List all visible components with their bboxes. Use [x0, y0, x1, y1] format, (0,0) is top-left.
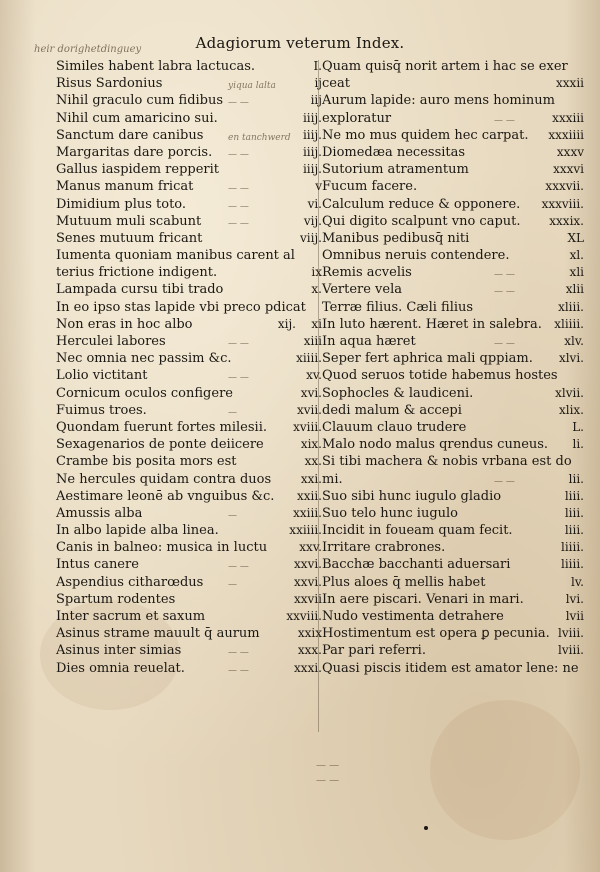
index-entry	[322, 402, 584, 419]
entry-text: Seper fert aphrica mali qppiam.	[322, 351, 533, 367]
entry-number: ij	[314, 76, 322, 91]
index-entry	[56, 281, 322, 298]
index-entry	[56, 161, 322, 178]
entry-number: XL	[567, 230, 584, 245]
entry-text: Margaritas dare porcis.	[56, 144, 213, 160]
index-entry	[322, 574, 584, 591]
handwritten-note: —	[228, 510, 237, 521]
index-entry	[322, 556, 584, 573]
handwritten-note: — —	[228, 149, 249, 160]
entry-text: Quam quisq̄ norit artem i hac se exer	[322, 59, 568, 74]
entry-number: x.	[311, 282, 322, 297]
entry-text: Remis acvelis	[322, 265, 412, 281]
handwritten-note: — —	[228, 665, 249, 676]
entry-text: Risus Sardonius	[56, 76, 163, 92]
page-title: Adagiorum veterum Index.	[195, 34, 405, 52]
index-entry	[322, 419, 584, 436]
entry-number: iiij.	[302, 144, 322, 159]
entry-number: xxxiii	[552, 110, 584, 125]
index-entry	[322, 144, 584, 161]
entry-text: Intus canere	[56, 557, 139, 573]
entry-text: Suo telo hunc iugulo	[322, 505, 459, 521]
entry-text: Gallus iaspidem repperit	[56, 162, 220, 178]
entry-text: exploratur	[322, 110, 392, 126]
index-entry	[322, 625, 584, 642]
entry-number: xxxiiii	[548, 127, 584, 142]
entry-text: ceat	[322, 76, 350, 92]
entry-number: liii.	[564, 523, 584, 538]
entry-text: Canis in balneo: musica in luctu	[56, 540, 268, 556]
entry-number: xvii.	[296, 402, 322, 417]
index-entry	[322, 539, 584, 556]
entry-number: xviii.	[293, 419, 322, 434]
index-entry	[56, 591, 322, 608]
entry-text: Ne mo mus quidem hec carpat.	[322, 127, 529, 143]
entry-number: xliiii.	[554, 316, 584, 331]
entry-number: xxx.	[297, 643, 322, 658]
entry-text: Hostimentum est opera ꝑ pecunia.	[322, 626, 550, 642]
handwritten-note: —	[228, 407, 237, 418]
index-entry	[56, 436, 322, 453]
entry-number: xxxix.	[549, 213, 584, 228]
entry-number: xxix	[297, 626, 322, 641]
index-entry	[56, 110, 322, 127]
entry-number: xli	[569, 265, 584, 280]
entry-text: Dimidium plus toto.	[56, 196, 187, 212]
index-entry	[56, 333, 322, 350]
index-entry	[56, 385, 322, 402]
index-entry	[322, 488, 584, 505]
entry-text: In aqua hæret	[322, 334, 416, 349]
entry-text: Aspendius citharœdus	[56, 574, 204, 590]
entry-text: Manus manum fricat	[56, 179, 194, 195]
index-entry	[56, 625, 322, 642]
index-entry	[56, 178, 322, 195]
index-entry	[322, 264, 584, 281]
entry-text: Crambe bis posita mors est	[56, 454, 237, 470]
entry-text: Quasi piscis itidem est amator lene: ne	[322, 660, 579, 676]
index-entry	[322, 660, 584, 677]
entry-text: In albo lapide alba linea.	[56, 523, 219, 539]
index-entry	[56, 419, 322, 436]
entry-number: xix.	[300, 437, 322, 452]
index-entry	[56, 196, 322, 213]
handwritten-note: en tanchwerd	[228, 132, 291, 143]
index-entry	[322, 505, 584, 522]
handwritten-note: — —	[228, 648, 249, 659]
entry-text: terius frictione indigent.	[56, 265, 218, 281]
entry-number: iij	[310, 93, 322, 108]
entry-number: L.	[572, 419, 584, 434]
entry-text: Fucum facere.	[322, 179, 418, 195]
index-entry	[322, 178, 584, 195]
handwritten-note: — —	[228, 339, 249, 349]
entry-text: Plus aloes q̄ mellis habet	[322, 574, 486, 590]
index-entry	[322, 213, 584, 230]
entry-number: xliii.	[558, 299, 584, 314]
index-entry	[56, 316, 322, 333]
entry-number: xi	[311, 316, 322, 331]
entry-text: Cornicum oculos configere	[56, 385, 233, 401]
entry-text: Nec omnia nec passim &c.	[56, 351, 232, 367]
entry-text: Asinus strame mauult q̄ aurum	[56, 626, 260, 642]
index-entry	[322, 522, 584, 539]
index-entry	[322, 247, 584, 264]
entry-number: I.	[313, 59, 322, 73]
entry-text: Amussis alba	[56, 505, 143, 521]
entry-text: Aestimare leonē ab vnguibus &c.	[56, 488, 275, 504]
entry-text: dedi malum & accepi	[322, 402, 462, 418]
entry-text: Asinus inter simias	[56, 643, 182, 659]
entry-text: Inter sacrum et saxum	[56, 609, 206, 624]
entry-number: ix	[311, 265, 322, 280]
index-entry	[56, 230, 322, 247]
index-entry	[322, 436, 584, 453]
entry-number: xlix.	[558, 402, 584, 417]
entry-number: viij.	[300, 230, 322, 245]
index-entry	[322, 196, 584, 213]
entry-text: Incidit in foueam quam fecit.	[322, 523, 513, 539]
index-entry	[322, 608, 584, 625]
index-entry	[322, 367, 584, 384]
index-entry	[322, 385, 584, 402]
entry-number: xx.	[304, 454, 322, 469]
entry-number: lviii.	[558, 643, 584, 658]
index-entry	[56, 144, 322, 161]
entry-number: v	[315, 179, 322, 194]
entry-text: Clauum clauo trudere	[322, 419, 467, 435]
entry-text: In luto hærent. Hæret in salebra.	[322, 316, 542, 332]
entry-number: iiij.	[302, 162, 322, 177]
handwritten-note: — —	[316, 760, 340, 771]
entry-text: Suo sibi hunc iugulo gladio	[322, 488, 502, 504]
entry-number: xxi.	[300, 471, 322, 486]
entry-text: Omnibus neruis contendere.	[322, 248, 510, 264]
entry-number: xxiiii.	[289, 523, 322, 538]
entry-number: xlvii.	[555, 385, 584, 400]
entry-text: Aurum lapide: auro mens hominum	[322, 93, 555, 109]
entry-number: xxiii.	[293, 505, 322, 520]
index-entry	[56, 505, 322, 522]
index-entry	[56, 127, 322, 144]
entry-text: Dies omnia reuelat.	[56, 660, 185, 676]
entry-number: xxxvii.	[545, 179, 584, 194]
entry-number: xiiii.	[296, 351, 322, 366]
entry-number: liii.	[564, 488, 584, 503]
entry-text: Calculum reduce & opponere.	[322, 196, 521, 212]
entry-number: xxxviii.	[541, 196, 584, 211]
handwritten-note: — —	[494, 476, 515, 487]
entry-number: xiii	[303, 334, 322, 348]
ink-dot	[424, 826, 428, 830]
index-entry	[56, 453, 322, 470]
handwritten-note: — —	[494, 339, 515, 349]
entry-text: Ne hercules quidam contra duos	[56, 471, 272, 487]
entry-text: Spartum rodentes	[56, 591, 176, 607]
entry-text: Quondam fuerunt fortes milesii.	[56, 419, 267, 435]
entry-number: liiii.	[560, 557, 584, 572]
entry-number: xxxvi	[553, 162, 584, 177]
entry-number: liii.	[564, 505, 584, 520]
entry-number: xxxii	[556, 76, 584, 91]
index-entry	[322, 299, 584, 316]
handwritten-note: heir dorighetdinguey	[34, 44, 142, 55]
handwritten-note: — —	[228, 201, 249, 212]
entry-number: lviii.	[558, 626, 584, 641]
entry-text: Lampada cursu tibi trado	[56, 282, 224, 298]
entry-number: xv.	[306, 368, 322, 383]
index-entry	[322, 453, 584, 470]
handwritten-note: —	[228, 579, 237, 590]
handwritten-note: yiqua lalta	[228, 81, 276, 92]
index-entry	[322, 161, 584, 178]
entry-number: vi.	[307, 196, 322, 211]
entry-text: Herculei labores	[56, 334, 166, 349]
index-entry	[322, 591, 584, 608]
entry-text: Par pari referri.	[322, 643, 426, 659]
entry-text: Diomedæa necessitas	[322, 144, 466, 160]
handwritten-note: — —	[228, 184, 249, 195]
entry-text: Vertere vela	[322, 282, 403, 298]
left-column	[56, 58, 322, 677]
index-entry	[56, 522, 322, 539]
entry-text: Terræ filius. Cæli filius	[322, 299, 474, 315]
index-entry	[322, 230, 584, 247]
entry-text: Sanctum dare canibus	[56, 127, 204, 143]
index-entry	[56, 539, 322, 556]
entry-text: Nihil graculo cum fidibus	[56, 93, 224, 109]
index-entry	[322, 58, 584, 75]
entry-number: xxxi.	[294, 660, 322, 675]
entry-text: Iumenta quoniam manibus carent al	[56, 248, 295, 264]
index-entry	[322, 281, 584, 298]
handwritten-note: — —	[494, 270, 515, 281]
index-entry	[56, 471, 322, 488]
handwritten-note: — —	[228, 98, 249, 109]
index-entry	[56, 402, 322, 419]
entry-number: vij.	[303, 213, 322, 228]
entry-number: lii.	[568, 471, 584, 486]
entry-text: Sophocles & laudiceni.	[322, 385, 474, 401]
entry-number: xl.	[569, 248, 584, 263]
entry-number: xlvi.	[558, 351, 584, 366]
index-entry	[56, 608, 322, 625]
entry-text: In aere piscari. Venari in mari.	[322, 591, 524, 607]
index-entry	[322, 127, 584, 144]
entry-text: Non eras in hoc albo	[56, 316, 193, 332]
index-entry	[322, 75, 584, 92]
index-entry	[56, 556, 322, 573]
entry-number: iiij.	[302, 110, 322, 125]
entry-text: Senes mutuum fricant	[56, 230, 203, 246]
entry-number: lv.	[570, 574, 584, 589]
entry-text: Malo nodo malus qrendus cuneus.	[322, 437, 549, 453]
index-entry	[56, 213, 322, 230]
entry-text: mi.	[322, 471, 343, 487]
entry-number: xvi.	[300, 385, 322, 400]
index-entry	[56, 574, 322, 591]
entry-number: xxvi.	[294, 557, 322, 572]
right-column	[322, 58, 584, 677]
entry-number: xxvi.	[294, 574, 322, 589]
handwritten-note: — —	[316, 775, 340, 786]
entry-text: Similes habent labra lactucas.	[56, 59, 256, 74]
entry-text: Mutuum muli scabunt	[56, 213, 202, 229]
index-entry	[56, 642, 322, 659]
entry-number: xxv.	[299, 540, 322, 555]
index-entry	[322, 471, 584, 488]
index-entry	[56, 92, 322, 109]
index-entry	[322, 642, 584, 659]
entry-number: li.	[572, 437, 584, 452]
entry-number: lvii	[565, 609, 584, 623]
index-entry	[56, 299, 322, 316]
entry-number: xxii.	[296, 488, 322, 503]
entry-text: Qui digito scalpunt vno caput.	[322, 213, 521, 229]
entry-number: xlv.	[564, 334, 584, 348]
entry-number: xij.	[277, 316, 296, 331]
entry-number: iiij.	[302, 127, 322, 142]
entry-text: Si tibi machera & nobis vrbana est do	[322, 454, 572, 470]
entry-text: In eo ipso stas lapide vbi preco pdicat	[56, 299, 306, 315]
entry-number: xxvii	[294, 591, 322, 606]
entry-text: Lolio victitant	[56, 368, 148, 384]
column-divider	[318, 60, 319, 732]
index-entry	[56, 488, 322, 505]
entry-number: xxxv	[556, 144, 584, 159]
index-entry	[322, 92, 584, 109]
entry-text: Nudo vestimenta detrahere	[322, 609, 504, 624]
entry-number: lvi.	[565, 591, 584, 606]
index-entry	[56, 367, 322, 384]
index-entry	[56, 58, 322, 75]
paper-stain	[430, 700, 580, 840]
index-entry	[322, 333, 584, 350]
handwritten-note: — —	[228, 218, 249, 229]
index-entry	[56, 247, 322, 264]
entry-text: Quod seruos totide habemus hostes	[322, 368, 558, 384]
index-entry	[56, 264, 322, 281]
entry-text: Sexagenarios de ponte deiicere	[56, 437, 264, 453]
index-entry	[322, 350, 584, 367]
index-entry	[322, 316, 584, 333]
index-entry	[56, 660, 322, 677]
entry-number: liiii.	[560, 540, 584, 555]
entry-text: Bacchæ bacchanti aduersari	[322, 557, 511, 573]
index-entry	[56, 350, 322, 367]
entry-text: Irritare crabrones.	[322, 540, 446, 556]
entry-text: Manibus pedibusq̄ niti	[322, 230, 470, 246]
entry-text: Fuimus troes.	[56, 402, 147, 418]
entry-text: Nihil cum amaricino sui.	[56, 110, 218, 126]
index-entry	[322, 110, 584, 127]
handwritten-note: — —	[494, 287, 515, 298]
handwritten-note: — —	[228, 373, 249, 384]
index-entry	[56, 75, 322, 92]
entry-number: xlii	[565, 282, 584, 297]
handwritten-note: — —	[228, 562, 249, 573]
handwritten-note: — —	[494, 115, 515, 126]
entry-text: Sutorium atramentum	[322, 162, 469, 178]
entry-number: xxviii.	[286, 609, 322, 623]
